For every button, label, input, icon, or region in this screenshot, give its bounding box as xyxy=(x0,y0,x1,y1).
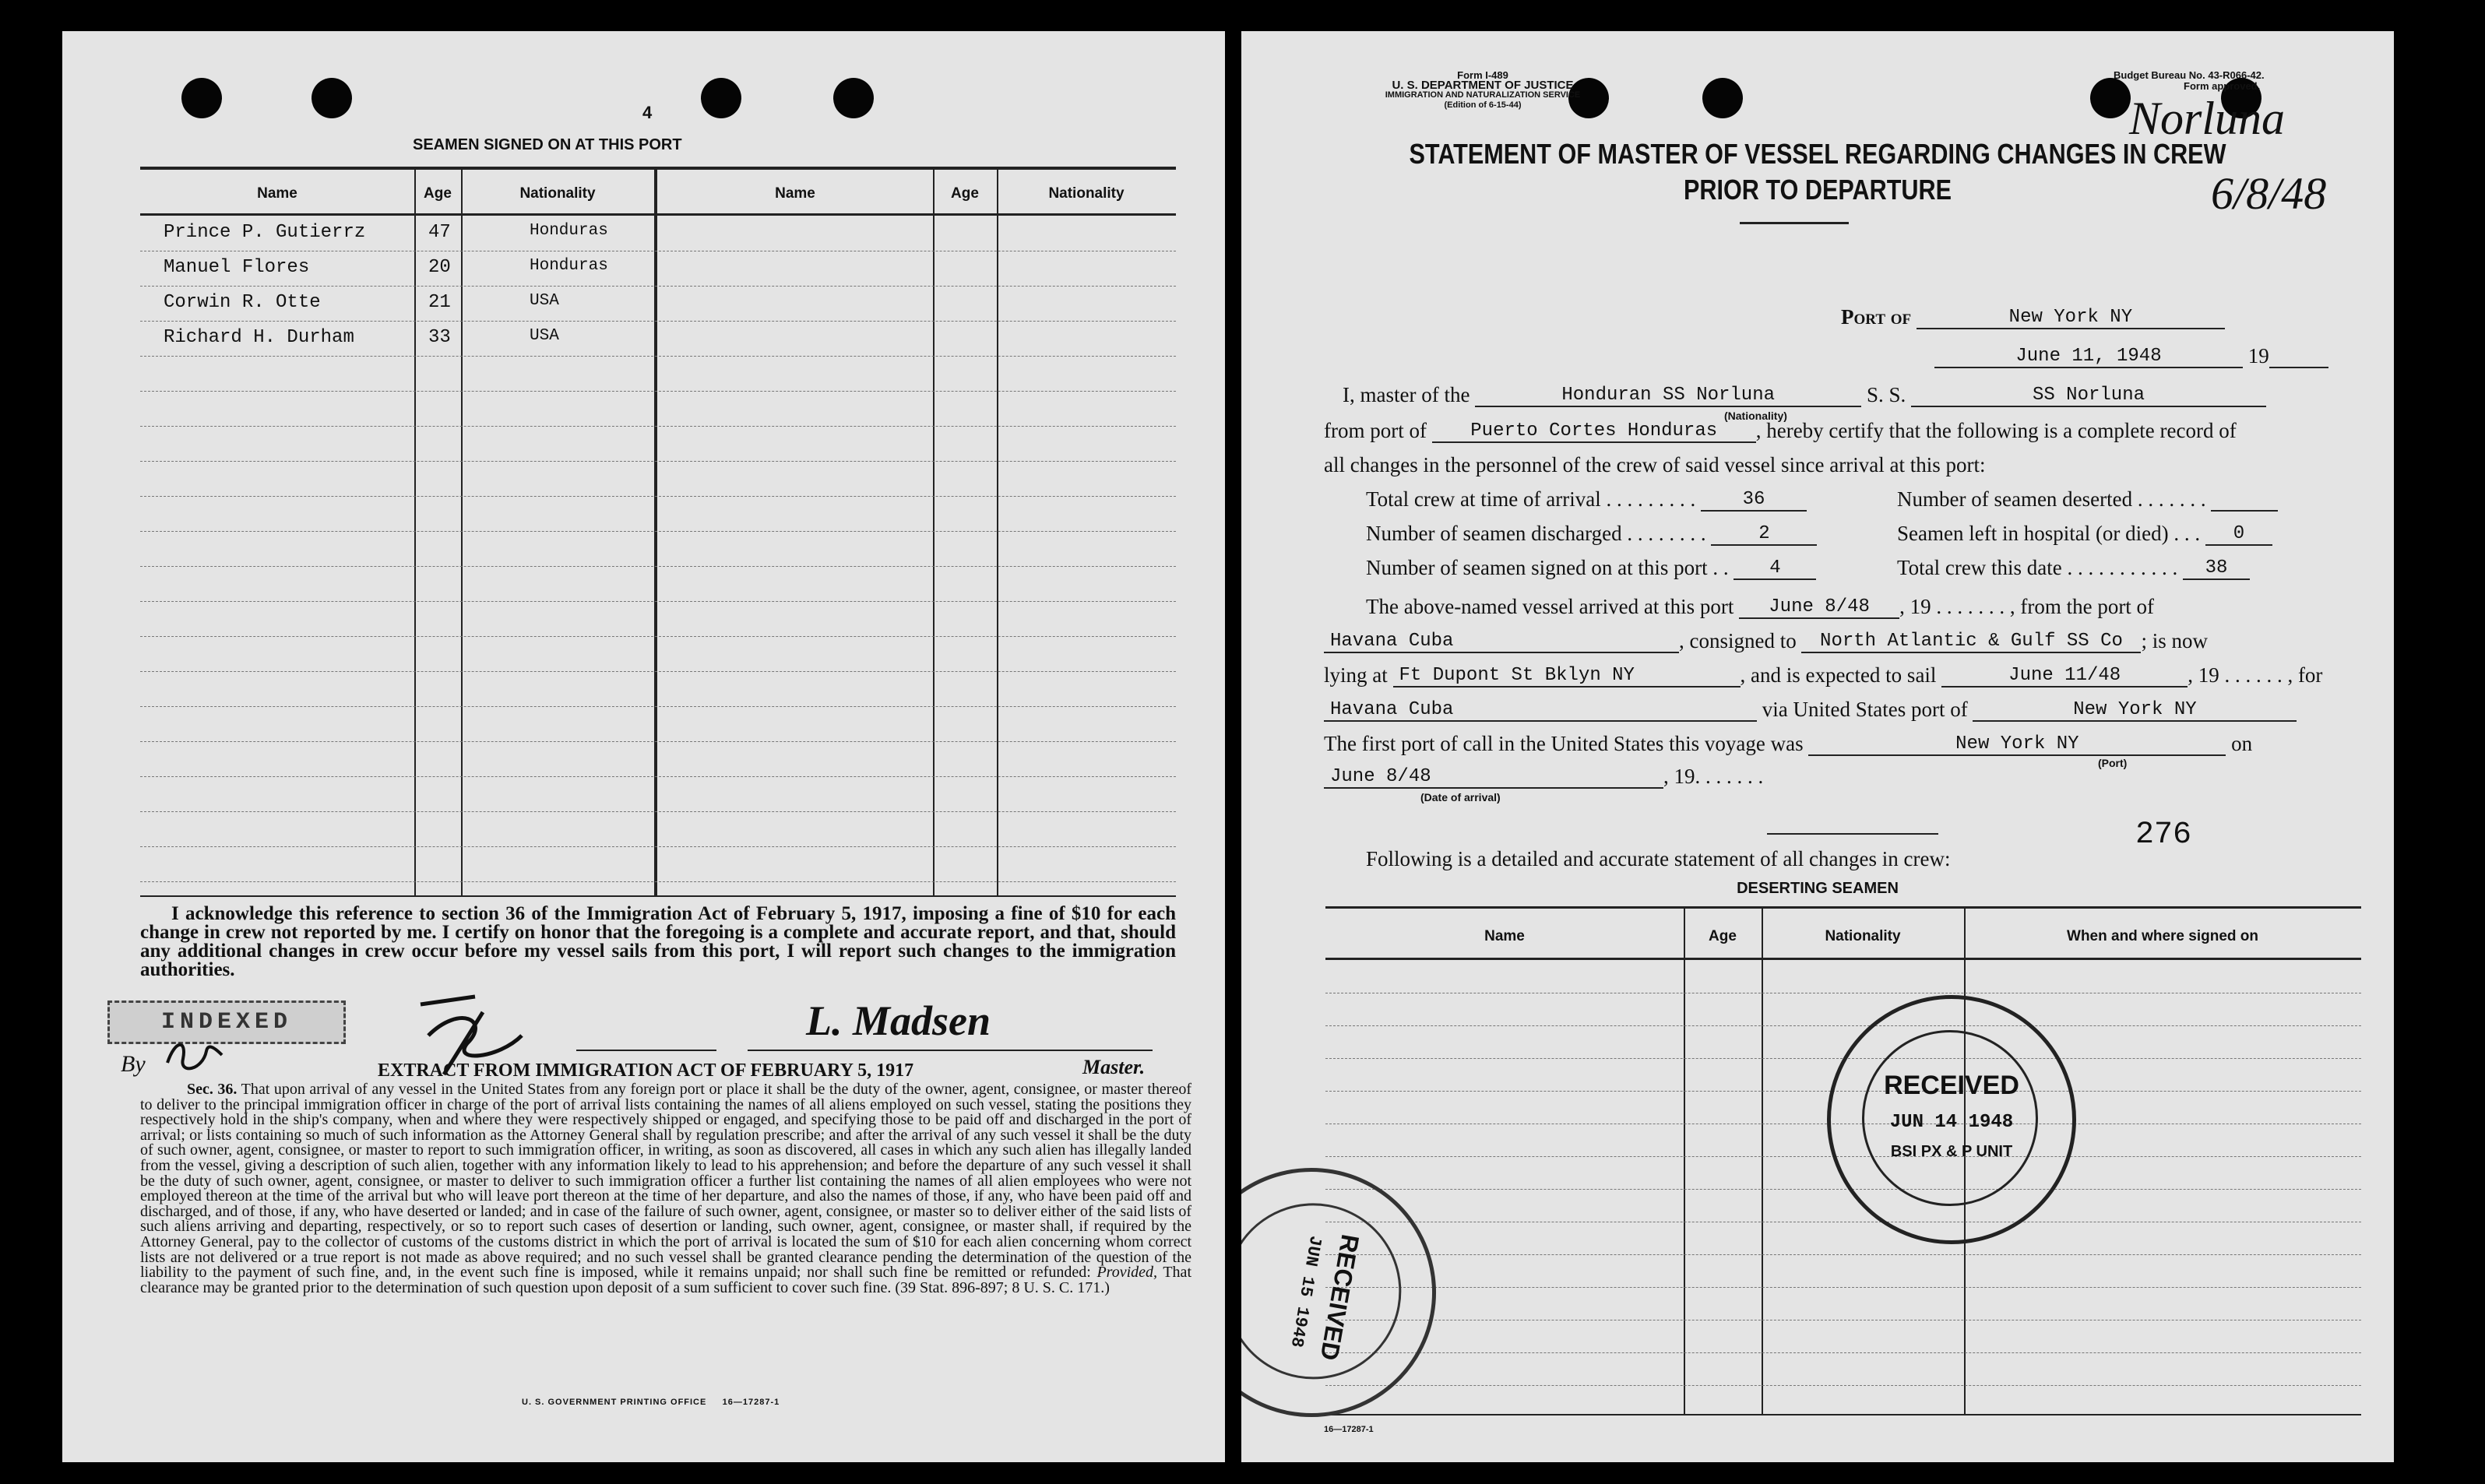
seamen-deserted-label: Number of seamen deserted . . . . . . . xyxy=(1897,487,2206,511)
arrived-line xyxy=(1366,595,2154,619)
via-value: New York NY xyxy=(1973,700,2297,722)
ss-label: S. S. xyxy=(1866,383,1906,406)
right-page xyxy=(1241,31,2394,1462)
seaman-age: 47 xyxy=(428,222,451,243)
binder-hole xyxy=(701,78,741,118)
table-row xyxy=(1325,993,2361,1026)
table-row xyxy=(1325,960,2361,993)
master-line xyxy=(1343,383,2266,407)
total-crew-arrival-row xyxy=(1366,487,1807,512)
master-signature-line xyxy=(748,1050,1153,1051)
table-row xyxy=(140,426,1176,462)
arrived-from-value: Havana Cuba xyxy=(1324,631,1679,653)
service: IMMIGRATION AND NATURALIZATION SERVICE xyxy=(1385,90,1581,100)
seamen-hospital-value: 0 xyxy=(2205,524,2272,546)
column-header-name: Name xyxy=(1484,928,1525,944)
column-header-nationality: Nationality xyxy=(519,185,596,202)
binder-hole xyxy=(833,78,874,118)
seamen-deserted-row xyxy=(1897,487,2278,512)
indexed-stamp: INDEXED xyxy=(107,1000,346,1044)
port-caption: (Port) xyxy=(2098,757,2128,769)
table-row xyxy=(140,846,1176,882)
table-row xyxy=(140,251,1176,287)
seamen-signed-value: 4 xyxy=(1734,558,1816,580)
column-header-signed-on: When and where signed on xyxy=(2067,928,2258,944)
seamen-hospital-label: Seamen left in hospital (or died) . . . xyxy=(1897,522,2201,545)
table-row xyxy=(1325,1352,2361,1386)
department: U. S. DEPARTMENT OF JUSTICE xyxy=(1392,79,1574,92)
total-crew-arrival-label: Total crew at time of arrival . . . . . . . . . xyxy=(1366,487,1696,511)
budget-info xyxy=(2114,70,2265,92)
seamen-deserted-value xyxy=(2211,510,2278,512)
table-top-rule xyxy=(140,167,1176,170)
table-bottom-rule xyxy=(1325,1414,2361,1415)
year-prefix: 19 xyxy=(2247,344,2269,367)
seaman-name: Corwin R. Otte xyxy=(164,292,321,313)
seamen-signed-label: Number of seamen signed on at this port . . xyxy=(1366,556,1729,579)
blank-line xyxy=(1767,833,1938,835)
arrived-value: June 8/48 xyxy=(1739,597,1899,619)
arrived-label: The above-named vessel arrived at this port xyxy=(1366,595,1734,618)
table-row xyxy=(1325,1025,2361,1059)
statute-text xyxy=(140,1082,1191,1296)
master-label: Master. xyxy=(1082,1056,1146,1078)
received-stamp-unit: BSI PX & P UNIT xyxy=(1890,1143,2013,1160)
consigned-value: North Atlantic & Gulf SS Co xyxy=(1801,631,2141,653)
seamen-hospital-row xyxy=(1897,522,2272,546)
seaman-age: 21 xyxy=(428,292,451,313)
title-line-2: PRIOR TO DEPARTURE xyxy=(1683,174,1952,206)
table-row xyxy=(140,216,1176,251)
via-label: via United States port of xyxy=(1762,698,1968,721)
seaman-age: 33 xyxy=(428,327,451,348)
received-stamp-label: RECEIVED xyxy=(1884,1071,2019,1100)
seamen-discharged-label: Number of seamen discharged . . . . . . . . xyxy=(1366,522,1706,545)
indexed-by-label: By xyxy=(121,1051,146,1077)
expected-label: , and is expected to sail xyxy=(1740,663,1937,687)
left-page xyxy=(62,31,1225,1462)
seaman-name: Richard H. Durham xyxy=(164,327,354,348)
total-crew-date-label: Total crew this date . . . . . . . . . . . xyxy=(1897,556,2178,579)
signature-line xyxy=(576,1050,716,1051)
table-row xyxy=(1325,1189,2361,1222)
received-stamp xyxy=(1827,995,2076,1244)
column-header-nationality: Nationality xyxy=(1048,185,1125,202)
consigned-line xyxy=(1324,629,2208,653)
received-stamp-date: JUN 14 1948 xyxy=(1889,1112,2014,1133)
nationality-caption: (Nationality) xyxy=(1724,410,1787,422)
deserting-title: DESERTING SEAMEN xyxy=(1737,880,1899,897)
port-of-label: Port of xyxy=(1841,305,1912,329)
seamen-discharged-row xyxy=(1366,522,1817,546)
form-header xyxy=(1366,70,1600,111)
first-port-line xyxy=(1324,732,2252,756)
edition: (Edition of 6-15-44) xyxy=(1444,100,1522,110)
seaman-nationality: USA xyxy=(530,327,559,345)
consigned-label: , consigned to xyxy=(1679,629,1797,652)
table-row xyxy=(140,706,1176,742)
acknowledgement-text: I acknowledge this reference to section 36 of the Immigration Act of February 5, 1917, imposing a fine of $10 for each change in crew not reported by me. I certify on honor that the foregoing is a complete and accurate report, and that, should any additional changes in crew occur before my vessel sails from this port, I will report such changes to the immigration authorities. xyxy=(140,903,1176,980)
date-value: June 11, 1948 xyxy=(1934,346,2243,368)
title-line-1: STATEMENT OF MASTER OF VESSEL REGARDING CHANGES IN CREW xyxy=(1409,138,2226,170)
total-crew-date-value: 38 xyxy=(2183,558,2250,580)
table-bottom-rule xyxy=(140,895,1176,897)
table-row xyxy=(140,566,1176,602)
sail-value: June 11/48 xyxy=(1941,666,2188,687)
lying-at-line xyxy=(1324,663,2322,687)
date-caption: (Date of arrival) xyxy=(1420,791,1501,804)
binder-hole xyxy=(312,78,352,118)
budget-bureau: Budget Bureau No. 43-R066-42. xyxy=(2114,69,2265,81)
binder-hole xyxy=(1702,78,1743,118)
table-row xyxy=(140,321,1176,357)
section-title: SEAMEN SIGNED ON AT THIS PORT xyxy=(413,136,682,153)
form-approved: Form approved. xyxy=(2184,80,2261,92)
footer-code: 16—17287-1 xyxy=(1324,1425,1374,1434)
first-date-value: June 8/48 xyxy=(1324,767,1663,789)
is-now-label: ; is now xyxy=(2141,629,2208,652)
table-row xyxy=(140,496,1176,532)
master-of-label: I, master of the xyxy=(1343,383,1470,406)
table-row xyxy=(140,356,1176,392)
lying-at-value: Ft Dupont St Bklyn NY xyxy=(1393,666,1741,687)
table-row xyxy=(140,286,1176,322)
title-underline xyxy=(1740,222,1849,224)
all-changes-text: all changes in the personnel of the crew of said vessel since arrival at this port: xyxy=(1324,453,1986,476)
section-tail: That clearance may be granted prior to the determination of such question upon deposit of a sum sufficient to cover such fine. (39 Stat. 896-897; 8 U. S. C. 171.) xyxy=(140,1264,1191,1296)
seamen-signed-row xyxy=(1366,556,1816,580)
seaman-name: Manuel Flores xyxy=(164,257,310,278)
table-row xyxy=(140,461,1176,497)
received-stamp-date: JUN 15 1948 xyxy=(1286,1234,1325,1349)
port-of-value: New York NY xyxy=(1917,308,2225,329)
from-the-port-label: , 19 . . . . . . . , from the port of xyxy=(1899,595,2155,618)
section-body: That upon arrival of any vessel in the United States from any foreign port or place it shall be the duty of the owner, agent, consignee, or master thereof to deliver to the principal immigration officer in charge of the port of arrival lists containing the names of all aliens employed on such vessel, stating the positions they respectively hold in the ship's company, when and where they were respectively shipped or engaged, and specifying those to be paid off and discharged in the port of arrival; or lists containing so much of such information as the Attorney General shall by regulation prescribe; and after the arrival of any such vessel it shall be the duty of such owner, agent, consignee, or master to report to such immigration officer, in writing, as soon as discovered, all cases in which any such alien has illegally landed from the vessel, giving a description of such alien, together with any information likely to lead to his apprehension; and before the departure of any such vessel it shall be the duty of such owner, agent, consignee, or master to deliver to such immigration officer a further list containing the names of all alien employees who were not employed thereon at the time of the arrival but who will leave port thereon at the time of her departure, and also the names of those, if any, who have been paid off and discharged, and of those, if any, who have deserted or landed; and in case of the failure of such owner, agent, consignee, or master so to deliver either of the said lists of such aliens arriving and departing, respectively, or so to report such cases of desertion or landing, such owner, agent, consignee, or master shall, if required by the Attorney General, pay to the collector of customs of the customs district in which the port of arrival is located the sum of $10 for each alien concerning whom correct lists are not delivered or a true report is not made as above required; and no such vessel shall be granted clearance pending the determination of the question of the liability to the payment of such fine, and, in the event such fine is imposed, while it remains unpaid; nor shall such fine be remitted or refunded: xyxy=(140,1081,1192,1282)
table-row xyxy=(140,391,1176,427)
via-line xyxy=(1324,698,2297,722)
seaman-nationality: Honduras xyxy=(530,222,608,240)
table-row xyxy=(140,776,1176,812)
following-text: Following is a detailed and accurate statement of all changes in crew: xyxy=(1366,847,1951,870)
for-label: , 19 . . . . . . , for xyxy=(2188,663,2323,687)
table-row xyxy=(140,531,1176,567)
handwritten-vessel-name: Norluna xyxy=(2129,93,2286,144)
total-crew-arrival-value: 36 xyxy=(1701,490,1807,512)
column-header-name: Name xyxy=(775,185,815,202)
section-label: Sec. 36. xyxy=(187,1081,238,1098)
seaman-name: Prince P. Gutierrz xyxy=(164,222,366,243)
table-row xyxy=(1325,1254,2361,1288)
column-header-nationality: Nationality xyxy=(1825,928,1901,944)
table-row xyxy=(140,741,1176,777)
column-header-name: Name xyxy=(257,185,297,202)
port-of-line xyxy=(1841,305,2225,329)
provided-label: Provided, xyxy=(1096,1264,1158,1282)
seaman-nationality: Honduras xyxy=(530,257,608,275)
column-header-age: Age xyxy=(951,185,979,202)
binder-hole xyxy=(181,78,222,118)
table-row xyxy=(140,671,1176,707)
from-port-label: from port of xyxy=(1324,419,1427,442)
page-number: 4 xyxy=(642,103,653,122)
table-row xyxy=(140,636,1176,672)
first-port-value: New York NY xyxy=(1808,734,2226,756)
form-title xyxy=(1328,136,2307,208)
table-row xyxy=(140,811,1176,847)
initials-signature xyxy=(160,1036,230,1078)
seaman-age: 20 xyxy=(428,257,451,278)
vessel-value: Honduran SS Norluna xyxy=(1475,385,1861,407)
column-header-age: Age xyxy=(424,185,452,202)
table-top-rule xyxy=(1325,906,2361,909)
first-port-label: The first port of call in the United States this voyage was xyxy=(1324,732,1804,755)
lying-at-label: lying at xyxy=(1324,663,1388,687)
table-row xyxy=(140,601,1176,637)
first-date-line xyxy=(1324,765,1763,789)
master-signature: L. Madsen xyxy=(806,997,991,1044)
date-line xyxy=(1934,344,2328,368)
from-port-value: Puerto Cortes Honduras xyxy=(1432,421,1756,443)
printer-credit: U. S. GOVERNMENT PRINTING OFFICE 16—17287-1 xyxy=(522,1398,780,1407)
seaman-nationality: USA xyxy=(530,292,559,310)
table-row xyxy=(1325,1320,2361,1353)
extract-title: EXTRACT FROM IMMIGRATION ACT OF FEBRUARY 5, 1917 xyxy=(378,1060,914,1081)
handwritten-date: 6/8/48 xyxy=(2211,168,2327,219)
total-crew-date-row xyxy=(1897,556,2250,580)
received-stamp-label: RECEIVED xyxy=(1315,1232,1365,1363)
destination-value: Havana Cuba xyxy=(1324,700,1757,722)
ss-value: SS Norluna xyxy=(1911,385,2266,407)
year-suffix: , 19. . . . . . . xyxy=(1663,765,1764,788)
table-row xyxy=(1325,1287,2361,1320)
form-number: Form I-489 xyxy=(1457,69,1508,81)
table-row xyxy=(1325,1222,2361,1255)
certify-text: , hereby certify that the following is a complete record of xyxy=(1755,419,2237,442)
from-port-line xyxy=(1324,419,2237,443)
seamen-discharged-value: 2 xyxy=(1711,524,1817,546)
on-label: on xyxy=(2231,732,2253,755)
column-header-age: Age xyxy=(1709,928,1737,944)
number-stamp: 276 xyxy=(2135,818,2192,853)
